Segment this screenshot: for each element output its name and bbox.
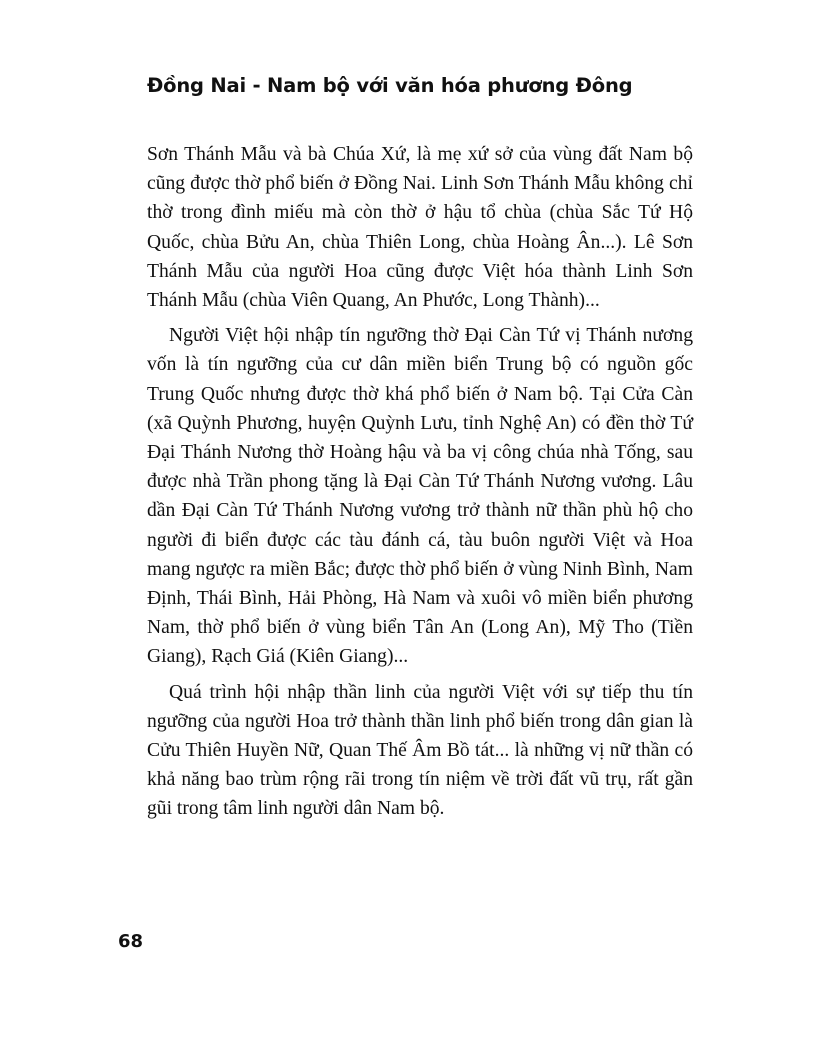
page-number: 68 — [118, 931, 144, 952]
paragraph-1: Sơn Thánh Mẫu và bà Chúa Xứ, là mẹ xứ sở của vùng đất Nam bộ cũng được thờ phổ biến ở Đồng Nai. Linh Sơn Thánh Mẫu không chỉ thờ trong đình miếu mà còn thờ ở hậu tổ chùa (chùa Sắc Tứ Hộ Quốc, chùa Bửu An, chùa Thiên Long, chùa Hoàng Ân...). Lê Sơn Thánh Mẫu của người Hoa cũng được Việt hóa thành Linh Sơn Thánh Mẫu (chùa Viên Quang, An Phước, Long Thành)... — [147, 144, 693, 312]
body-text — [147, 140, 693, 830]
running-header-title: Đồng Nai - Nam bộ với văn hóa phương Đông — [147, 74, 633, 97]
paragraph-2: Người Việt hội nhập tín ngưỡng thờ Đại Càn Tứ vị Thánh nương vốn là tín ngưỡng của cư dân miền biển Trung bộ có nguồn gốc Trung Quốc nhưng được thờ khá phổ biến ở Nam bộ. Tại Cửa Càn (xã Quỳnh Phương, huyện Quỳnh Lưu, tỉnh Nghệ An) có đền thờ Tứ Đại Thánh Nương thờ Hoàng hậu và ba vị công chúa nhà Tống, sau được nhà Trần phong tặng là Đại Càn Tứ Thánh Nương vương. Lâu dần Đại Càn Tứ Thánh Nương vương trở thành nữ thần phù hộ cho người đi biển được các tàu đánh cá, tàu buôn người Việt và Hoa mang ngược ra miền Bắc; được thờ phổ biến ở vùng Ninh Bình, Nam Định, Thái Bình, Hải Phòng, Hà Nam và xuôi vô miền biển phương Nam, thờ phổ biến ở vùng biển Tân An (Long An), Mỹ Tho (Tiền Giang), Rạch Giá (Kiên Giang)... — [147, 325, 693, 668]
paragraph-3: Quá trình hội nhập thần linh của người Việt với sự tiếp thu tín ngưỡng của người Hoa trở thành thần linh phổ biến trong dân gian là Cửu Thiên Huyền Nữ, Quan Thế Âm Bồ tát... là những vị nữ thần có khả năng bao trùm rộng rãi trong tín niệm về trời đất vũ trụ, rất gần gũi trong tâm linh người dân Nam bộ. — [147, 681, 693, 820]
